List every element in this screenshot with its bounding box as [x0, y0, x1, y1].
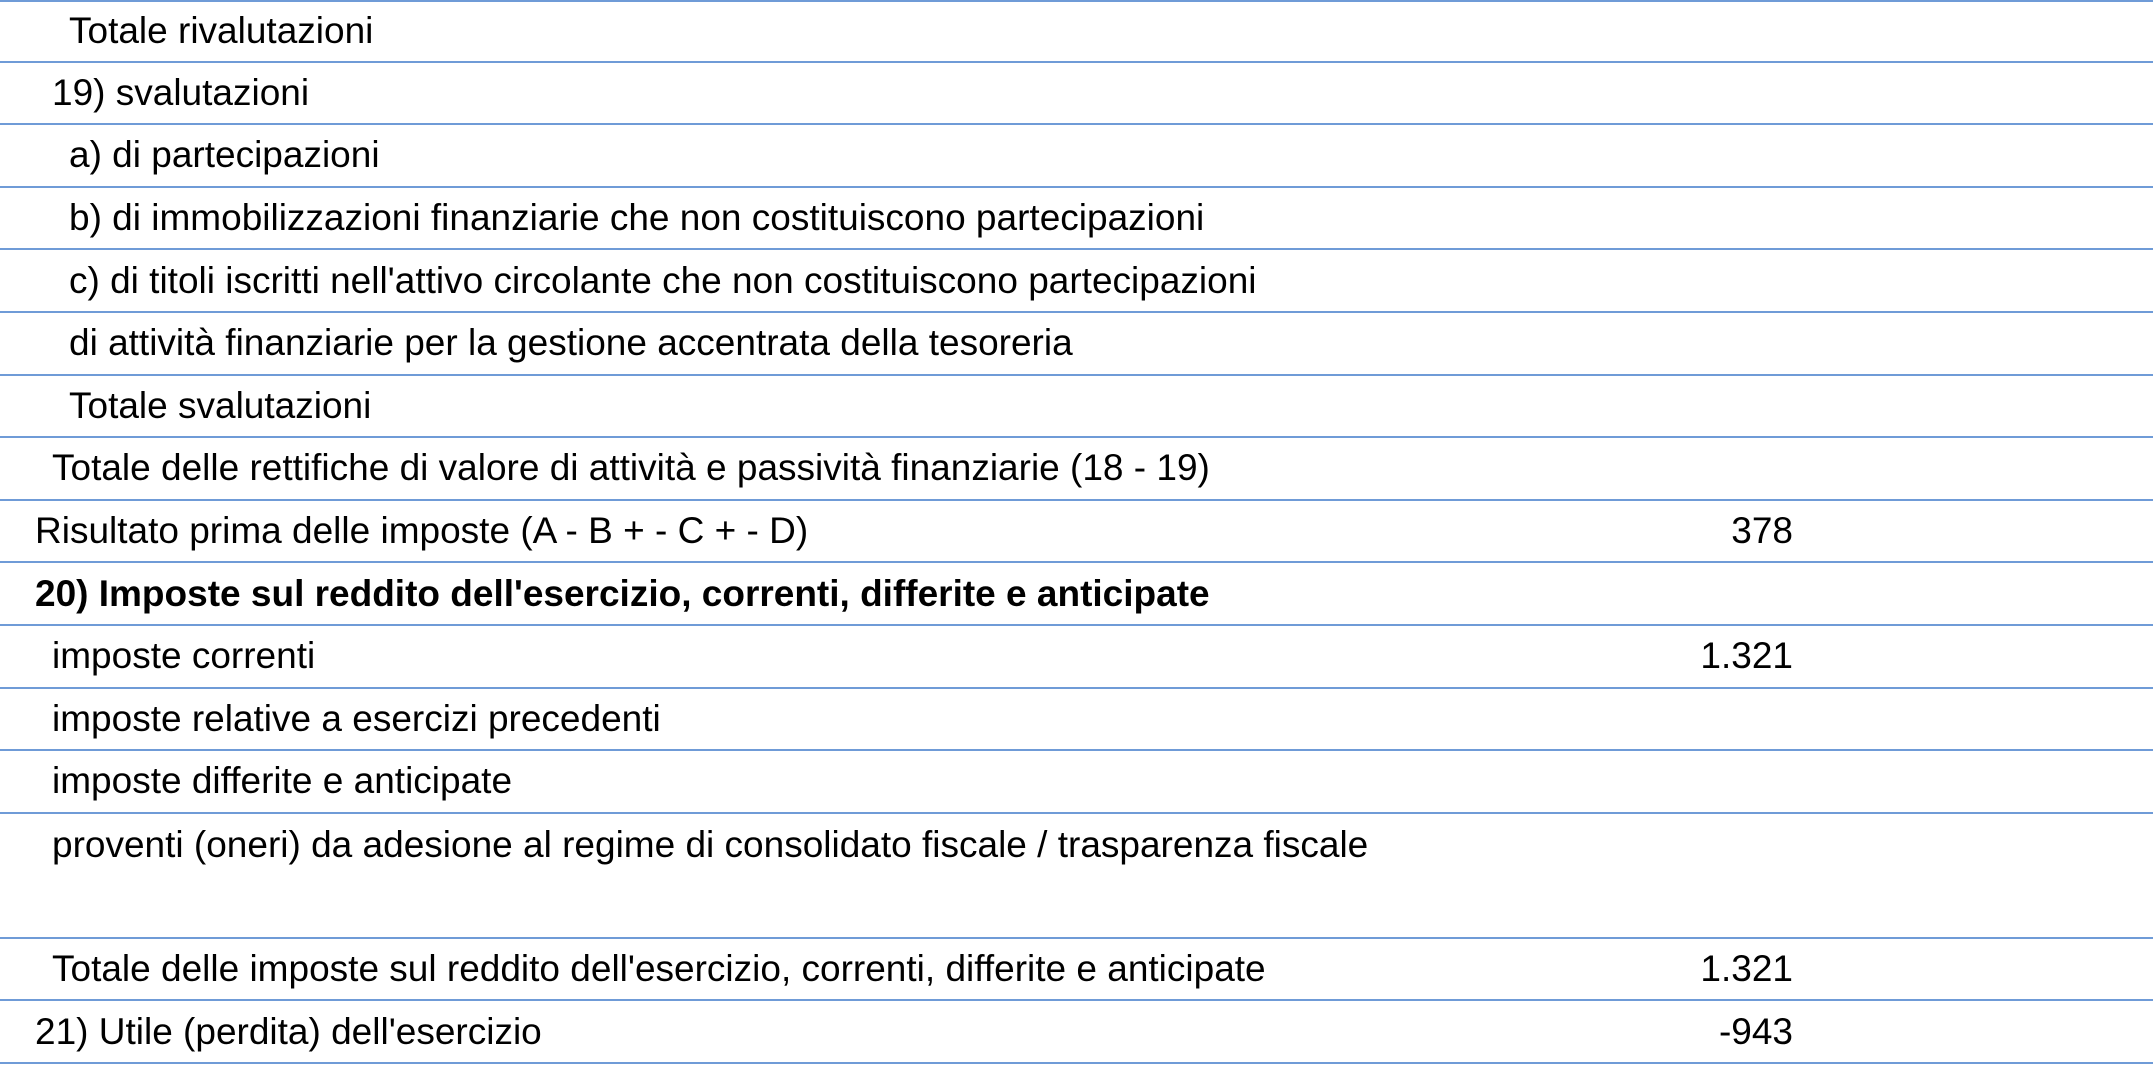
row-value: -943	[1718, 1010, 1793, 1052]
row-label: b) di immobilizzazioni finanziarie che non costituiscono partecipazioni	[69, 197, 1205, 239]
table-row	[0, 626, 2153, 689]
table-row	[0, 1001, 2153, 1064]
table-row	[0, 814, 2153, 939]
table-row	[0, 751, 2153, 814]
row-label: c) di titoli iscritti nell'attivo circolante che non costituiscono partecipazioni	[69, 259, 1257, 301]
row-label: imposte relative a esercizi precedenti	[52, 697, 661, 739]
row-label: di attività finanziarie per la gestione accentrata della tesoreria	[69, 322, 1073, 364]
row-label: Risultato prima delle imposte (A - B + - C + - D)	[35, 510, 809, 552]
table-row	[0, 313, 2153, 376]
row-label: Totale delle rettifiche di valore di attività e passività finanziarie (18 - 19)	[52, 447, 1210, 489]
table-row	[0, 501, 2153, 564]
table-row	[0, 689, 2153, 752]
table-row	[0, 188, 2153, 251]
section-heading: 20) Imposte sul reddito dell'esercizio, correnti, differite e anticipate	[35, 572, 1210, 614]
row-label: imposte correnti	[52, 635, 316, 677]
row-label: Totale svalutazioni	[69, 384, 372, 426]
row-label: imposte differite e anticipate	[52, 760, 513, 802]
row-label: proventi (oneri) da adesione al regime di consolidato fiscale / trasparenza fiscale	[52, 823, 1369, 865]
row-label: Totale rivalutazioni	[69, 10, 374, 52]
row-label: 21) Utile (perdita) dell'esercizio	[35, 1010, 542, 1052]
row-label: 19) svalutazioni	[52, 71, 310, 113]
table-row	[0, 563, 2153, 626]
row-value: 1.321	[1700, 635, 1793, 677]
row-value: 1.321	[1700, 948, 1793, 990]
table-row	[0, 250, 2153, 313]
row-value: 378	[1731, 510, 1793, 552]
table-row	[0, 376, 2153, 439]
row-label: Totale delle imposte sul reddito dell'esercizio, correnti, differite e anticipate	[52, 948, 1266, 990]
table-row	[0, 63, 2153, 126]
table-row	[0, 125, 2153, 188]
row-label: a) di partecipazioni	[69, 134, 380, 176]
table-row	[0, 939, 2153, 1002]
table-row	[0, 438, 2153, 501]
table-row	[0, 0, 2153, 63]
